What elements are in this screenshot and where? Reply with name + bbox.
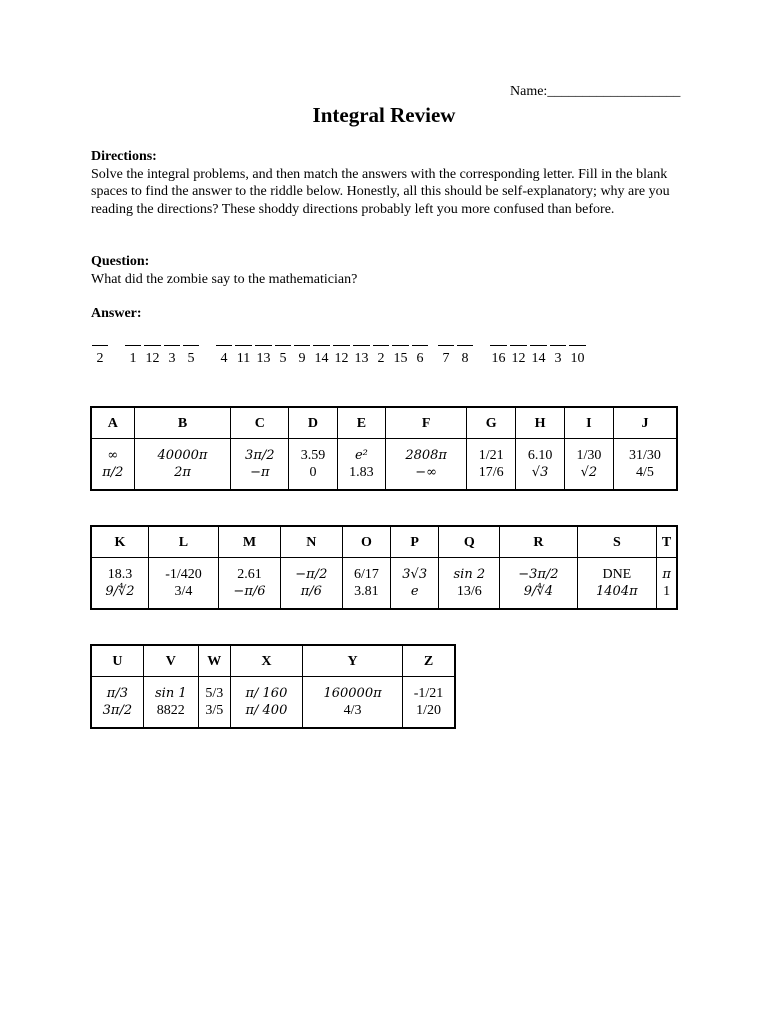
letter-cell: V	[143, 645, 198, 677]
answer-blank[interactable]	[411, 345, 429, 367]
letter-cell: I	[564, 407, 613, 439]
answer-cell	[337, 439, 385, 491]
answer-cell	[148, 558, 218, 610]
answer-blank[interactable]	[372, 345, 390, 367]
blank-line	[235, 345, 252, 346]
blank-number: 2	[96, 351, 104, 366]
answer-value: π/3	[106, 686, 128, 701]
directions-heading: Directions:	[91, 149, 157, 164]
blank-line	[125, 345, 141, 346]
answer-value: π/ 160	[245, 686, 288, 701]
letter-row	[91, 645, 455, 677]
answer-value: 3/4	[174, 584, 193, 599]
answer-cell	[516, 439, 564, 491]
letter-cell: P	[391, 526, 439, 558]
answer-cell	[467, 439, 516, 491]
blank-number: 14	[314, 351, 329, 366]
blank-line	[490, 345, 507, 346]
blank-line	[255, 345, 272, 346]
blank-number: 13	[256, 351, 271, 366]
answer-blank[interactable]	[529, 345, 548, 367]
answer-blank[interactable]	[182, 345, 200, 367]
blank-line	[144, 345, 161, 346]
answer-cell	[386, 439, 467, 491]
answer-blank[interactable]	[163, 345, 181, 367]
answer-value: 2808π	[405, 448, 447, 463]
blank-line	[569, 345, 586, 346]
answer-value: 3/5	[205, 703, 224, 718]
blank-line	[550, 345, 566, 346]
answer-value: -1/21	[413, 686, 444, 701]
directions-section	[91, 148, 691, 218]
answer-cell	[231, 439, 289, 491]
answer-cell	[134, 439, 231, 491]
blank-line	[183, 345, 199, 346]
answer-value: 160000π	[323, 686, 382, 701]
answer-value: 6.10	[527, 448, 553, 463]
letter-cell: K	[91, 526, 148, 558]
answer-value: −∞	[415, 465, 438, 480]
answer-blank[interactable]	[352, 345, 371, 367]
blank-line	[457, 345, 473, 346]
blank-line	[438, 345, 454, 346]
answer-value: ∞	[107, 448, 119, 463]
letter-row	[91, 407, 677, 439]
letter-cell: H	[516, 407, 564, 439]
blank-line	[294, 345, 310, 346]
letter-cell: G	[467, 407, 516, 439]
answer-value: 5/3	[205, 686, 224, 701]
question-heading: Question:	[91, 254, 150, 269]
letter-cell: D	[289, 407, 337, 439]
answer-value: 0	[309, 465, 317, 480]
answer-cell	[91, 439, 134, 491]
blank-line	[216, 345, 232, 346]
answer-cell	[564, 439, 613, 491]
answer-blank[interactable]	[332, 345, 351, 367]
answer-blank[interactable]	[509, 345, 528, 367]
answer-cell	[280, 558, 342, 610]
answer-value: 3π/2	[102, 703, 133, 718]
answer-cell	[577, 558, 657, 610]
answer-value: 8822	[156, 703, 185, 718]
letter-cell: W	[198, 645, 230, 677]
blank-number: 5	[279, 351, 287, 366]
answer-value: −π/2	[295, 567, 328, 582]
answer-heading: Answer:	[91, 306, 142, 321]
blank-number: 3	[168, 351, 176, 366]
blank-number: 1	[129, 351, 137, 366]
answer-blank[interactable]	[91, 345, 109, 367]
blank-line	[313, 345, 330, 346]
blank-line	[92, 345, 108, 346]
answer-cell	[289, 439, 337, 491]
blank-number: 3	[554, 351, 562, 366]
answer-value: 18.3	[107, 567, 133, 582]
blank-number: 12	[334, 351, 349, 366]
answer-blank[interactable]	[391, 345, 410, 367]
letter-cell: M	[219, 526, 281, 558]
answer-cell	[198, 677, 230, 729]
answer-cell	[143, 677, 198, 729]
blank-number: 14	[531, 351, 546, 366]
answer-value: √2	[580, 465, 598, 480]
blank-line	[510, 345, 527, 346]
answer-value: 6/17	[353, 567, 379, 582]
answer-value: sin 1	[155, 686, 187, 701]
answer-value: 3.59	[300, 448, 326, 463]
answer-value: π/2	[102, 465, 124, 480]
answer-section	[91, 305, 691, 323]
answer-blank[interactable]	[312, 345, 331, 367]
answer-value: √3	[531, 465, 549, 480]
blank-number: 10	[570, 351, 585, 366]
answer-value: sin 2	[453, 567, 486, 582]
letter-cell: Z	[403, 645, 455, 677]
blank-number: 16	[491, 351, 506, 366]
answer-cell	[303, 677, 403, 729]
answer-value: 3.81	[354, 584, 379, 599]
letter-cell: J	[613, 407, 677, 439]
answer-value: 2π	[174, 465, 191, 480]
answer-cell	[230, 677, 302, 729]
answer-values-row	[91, 558, 677, 610]
letter-cell: U	[91, 645, 143, 677]
name-field-label: Name:___________________	[510, 84, 681, 99]
answer-value: 3√3	[402, 567, 428, 582]
blank-number: 8	[461, 351, 469, 366]
letter-cell: R	[500, 526, 577, 558]
letter-cell: F	[386, 407, 467, 439]
answer-value: π/ 400	[245, 703, 288, 718]
blank-number: 12	[145, 351, 160, 366]
answer-blank[interactable]	[274, 345, 292, 367]
answer-value: DNE	[602, 567, 632, 582]
answer-values-row	[91, 439, 677, 491]
letter-row	[91, 526, 677, 558]
answer-value: 2.61	[237, 567, 262, 582]
answer-value: 4/3	[343, 703, 362, 718]
answer-blank[interactable]	[437, 345, 455, 367]
answer-value: 1404π	[596, 584, 638, 599]
answer-cell	[657, 558, 677, 610]
answer-value: −π	[250, 465, 270, 480]
letter-key-table-k-t	[90, 525, 678, 610]
answer-value: −3π/2	[518, 567, 559, 582]
blank-line	[530, 345, 547, 346]
blank-number: 4	[220, 351, 228, 366]
answer-value: 9/∜4	[523, 584, 553, 599]
answer-blanks	[0, 345, 768, 375]
blank-line	[392, 345, 409, 346]
answer-value: π	[662, 567, 671, 582]
letter-cell: Q	[439, 526, 500, 558]
answer-blank[interactable]	[489, 345, 508, 367]
question-text: What did the zombie say to the mathematician?	[91, 271, 358, 287]
blank-number: 6	[416, 351, 424, 366]
answer-value: π/6	[300, 584, 322, 599]
letter-cell: X	[230, 645, 302, 677]
answer-value: 1/21	[478, 448, 504, 463]
letter-cell: S	[577, 526, 657, 558]
answer-blank[interactable]	[143, 345, 162, 367]
answer-blank[interactable]	[293, 345, 311, 367]
answer-blank[interactable]	[234, 345, 253, 367]
blank-line	[373, 345, 389, 346]
blank-line	[353, 345, 370, 346]
letter-cell: C	[231, 407, 289, 439]
answer-blank[interactable]	[456, 345, 474, 367]
answer-blank[interactable]	[215, 345, 233, 367]
blank-number: 5	[187, 351, 195, 366]
answer-blank[interactable]	[124, 345, 142, 367]
answer-blank[interactable]	[568, 345, 587, 367]
blank-number: 2	[377, 351, 385, 366]
blank-number: 15	[393, 351, 408, 366]
letter-key-table-u-z	[90, 644, 456, 729]
answer-value: 31/30	[629, 448, 661, 463]
answer-value: 1	[663, 584, 671, 599]
directions-text: Solve the integral problems, and then match the answers with the corresponding letter. Fill in the blank spaces to find the answer to the riddle below. Honestly, all this should be self-explanatory; why are you reading the directions? These shoddy directions probably left you more confused than before.	[91, 166, 670, 217]
answer-value: 1.83	[349, 465, 374, 480]
answer-cell	[403, 677, 455, 729]
answer-cell	[219, 558, 281, 610]
blank-line	[164, 345, 180, 346]
answer-value: e²	[354, 448, 368, 463]
answer-blank[interactable]	[254, 345, 273, 367]
answer-value: −π/6	[233, 584, 266, 599]
answer-cell	[613, 439, 677, 491]
letter-key-table-a-j	[90, 406, 678, 491]
letter-cell: O	[342, 526, 390, 558]
letter-cell: T	[657, 526, 677, 558]
letter-cell: N	[280, 526, 342, 558]
letter-cell: A	[91, 407, 134, 439]
question-section	[91, 253, 691, 288]
answer-value: e	[410, 584, 419, 599]
blank-line	[333, 345, 350, 346]
blank-number: 9	[298, 351, 306, 366]
blank-number: 12	[511, 351, 526, 366]
answer-value: -1/420	[165, 567, 202, 582]
page-title: Integral Review	[312, 103, 456, 127]
answer-cell	[500, 558, 577, 610]
letter-cell: Y	[303, 645, 403, 677]
answer-value: 3π/2	[245, 448, 275, 463]
answer-blank[interactable]	[549, 345, 567, 367]
blank-line	[412, 345, 428, 346]
answer-value: 17/6	[478, 465, 504, 480]
answer-value: 40000π	[157, 448, 208, 463]
letter-cell: L	[148, 526, 218, 558]
blank-line	[275, 345, 291, 346]
blank-number: 11	[236, 351, 251, 366]
answer-cell	[439, 558, 500, 610]
answer-value: 1/20	[416, 703, 441, 718]
blank-number: 13	[354, 351, 369, 366]
answer-value: 9/∜2	[105, 584, 135, 599]
answer-value: 4/5	[636, 465, 654, 480]
answer-cell	[91, 558, 148, 610]
blank-number: 7	[442, 351, 450, 366]
letter-cell: B	[134, 407, 231, 439]
answer-value: 1/30	[576, 448, 602, 463]
answer-cell	[342, 558, 390, 610]
answer-values-row	[91, 677, 455, 729]
letter-cell: E	[337, 407, 385, 439]
answer-value: 13/6	[456, 584, 482, 599]
answer-cell	[91, 677, 143, 729]
answer-cell	[391, 558, 439, 610]
